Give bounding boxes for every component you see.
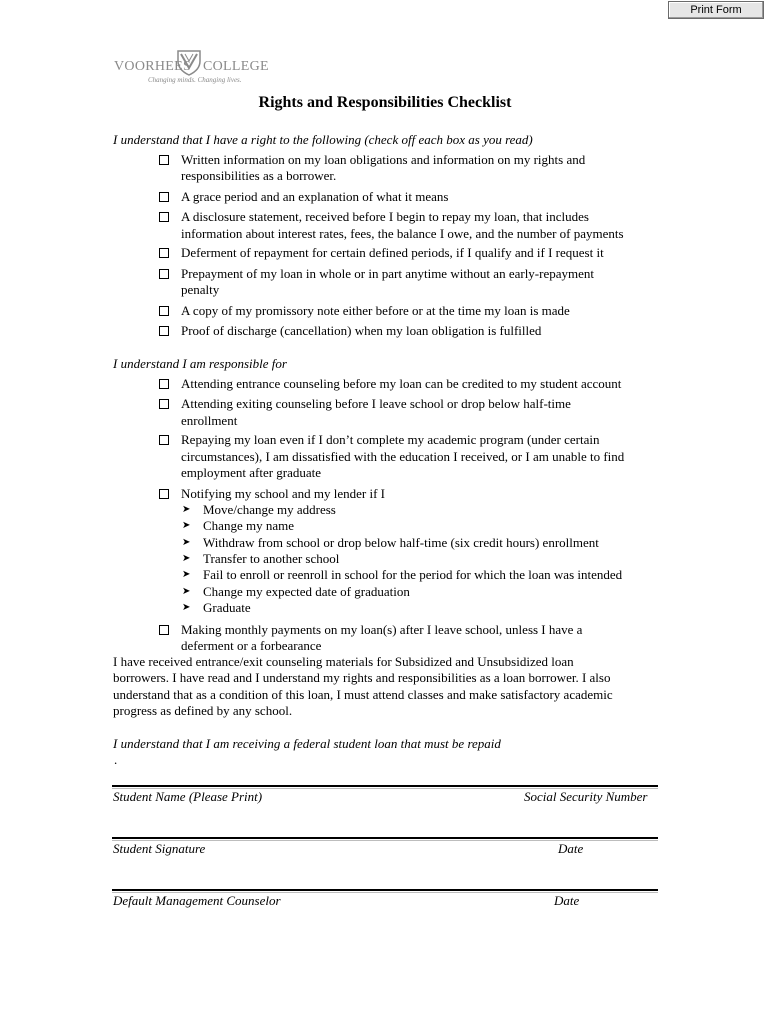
signature-rule xyxy=(112,837,658,839)
responsibilities-heading: I understand I am responsible for xyxy=(113,356,287,371)
resp-checkbox-3[interactable] xyxy=(159,435,169,445)
rights-item-1-line-2: responsibilities as a borrower. xyxy=(181,168,337,183)
sub-item-2: Change my name xyxy=(203,518,294,533)
sub-item-1: Move/change my address xyxy=(203,502,336,517)
sub-item-5: Fail to enroll or reenroll in school for the period for which the loan was intended xyxy=(203,567,623,582)
rights-heading: I understand that I have a right to the following (check off each box as you read) xyxy=(113,132,533,147)
rights-item-1-line-1: Written information on my loan obligations and information on my rights and xyxy=(181,152,586,167)
statement-line-2: borrowers. I have read and I understand my rights and responsibilities as a loan borrower. I also xyxy=(113,670,611,685)
logo-word-right: COLLEGE xyxy=(203,59,269,74)
resp-item-4-line-1: Notifying my school and my lender if I xyxy=(181,486,385,501)
shield-icon xyxy=(176,48,202,76)
arrow-bullet-icon: ➤ xyxy=(182,569,191,580)
student-date-label: Date xyxy=(558,841,584,856)
signature-rule xyxy=(112,785,658,787)
counselor-field[interactable] xyxy=(112,850,658,888)
federal-statement: I understand that I am receiving a federal student loan that must be repaid xyxy=(113,736,501,751)
resp-checkbox-4[interactable] xyxy=(159,489,169,499)
resp-item-1-line-1: Attending entrance counseling before my loan can be credited to my student account xyxy=(181,376,622,391)
sub-item-7: Graduate xyxy=(203,600,251,615)
arrow-bullet-icon: ➤ xyxy=(182,520,191,531)
rights-checkbox-4[interactable] xyxy=(159,248,169,258)
rights-item-3-line-2: information about interest rates, fees, the balance I owe, and the number of payments xyxy=(181,226,624,241)
resp-item-3-line-1: Repaying my loan even if I don’t complete my academic program (under certain xyxy=(181,432,600,447)
resp-checkbox-5[interactable] xyxy=(159,625,169,635)
student-name-label: Student Name (Please Print) xyxy=(113,789,263,804)
statement-line-3: understand that as a condition of this loan, I must attend classes and make satisfactory academic xyxy=(113,687,613,702)
resp-item-2-line-2: enrollment xyxy=(181,413,238,428)
student-signature-label: Student Signature xyxy=(113,841,206,856)
resp-item-2-line-1: Attending exiting counseling before I leave school or drop below half-time xyxy=(181,396,571,411)
arrow-bullet-icon: ➤ xyxy=(182,537,191,548)
rights-item-5-line-1: Prepayment of my loan in whole or in part anytime without an early-repayment xyxy=(181,266,594,281)
print-form-button[interactable]: Print Form xyxy=(668,1,764,19)
student-signature-field[interactable] xyxy=(112,798,658,836)
page-title: Rights and Responsibilities Checklist xyxy=(258,94,512,111)
resp-item-5-line-1: Making monthly payments on my loan(s) after I leave school, unless I have a xyxy=(181,622,583,637)
college-logo xyxy=(114,48,269,88)
resp-item-3-line-2: circumstances), I am dissatisfied with the education I received, or I am unable to find xyxy=(181,449,625,464)
statement-line-4: progress as defined by any school. xyxy=(113,703,293,718)
counselor-label: Default Management Counselor xyxy=(113,893,281,908)
arrow-bullet-icon: ➤ xyxy=(182,602,191,613)
sub-item-3: Withdraw from school or drop below half-time (six credit hours) enrollment xyxy=(203,535,599,550)
sub-item-6: Change my expected date of graduation xyxy=(203,584,410,599)
resp-item-3-line-3: employment after graduate xyxy=(181,465,322,480)
rights-item-4-line-1: Deferment of repayment for certain defined periods, if I qualify and if I request it xyxy=(181,245,604,260)
rights-item-2-line-1: A grace period and an explanation of what it means xyxy=(181,189,449,204)
logo-word-left: VOORHEES xyxy=(114,59,192,74)
arrow-bullet-icon: ➤ xyxy=(182,504,191,515)
logo-tagline: Changing minds. Changing lives. xyxy=(148,76,242,84)
rights-checkbox-3[interactable] xyxy=(159,212,169,222)
rights-item-5-line-2: penalty xyxy=(181,282,220,297)
rights-checkbox-5[interactable] xyxy=(159,269,169,279)
rights-item-7-line-1: Proof of discharge (cancellation) when my loan obligation is fulfilled xyxy=(181,323,542,338)
rights-item-3-line-1: A disclosure statement, received before I begin to repay my loan, that includes xyxy=(181,209,589,224)
arrow-bullet-icon: ➤ xyxy=(182,553,191,564)
statement-dot: . xyxy=(114,752,118,767)
sub-item-4: Transfer to another school xyxy=(203,551,340,566)
counselor-date-label: Date xyxy=(554,893,580,908)
resp-checkbox-2[interactable] xyxy=(159,399,169,409)
ssn-label: Social Security Number xyxy=(524,789,648,804)
rights-checkbox-6[interactable] xyxy=(159,306,169,316)
rights-checkbox-2[interactable] xyxy=(159,192,169,202)
student-name-field[interactable] xyxy=(112,746,658,784)
arrow-bullet-icon: ➤ xyxy=(182,586,191,597)
rights-checkbox-7[interactable] xyxy=(159,326,169,336)
resp-item-5-line-2: deferment or a forbearance xyxy=(181,638,322,653)
rights-item-6-line-1: A copy of my promissory note either before or at the time my loan is made xyxy=(181,303,570,318)
resp-checkbox-1[interactable] xyxy=(159,379,169,389)
statement-line-1: I have received entrance/exit counseling materials for Subsidized and Unsubsidized loan xyxy=(113,654,574,669)
rights-checkbox-1[interactable] xyxy=(159,155,169,165)
signature-rule xyxy=(112,889,658,891)
